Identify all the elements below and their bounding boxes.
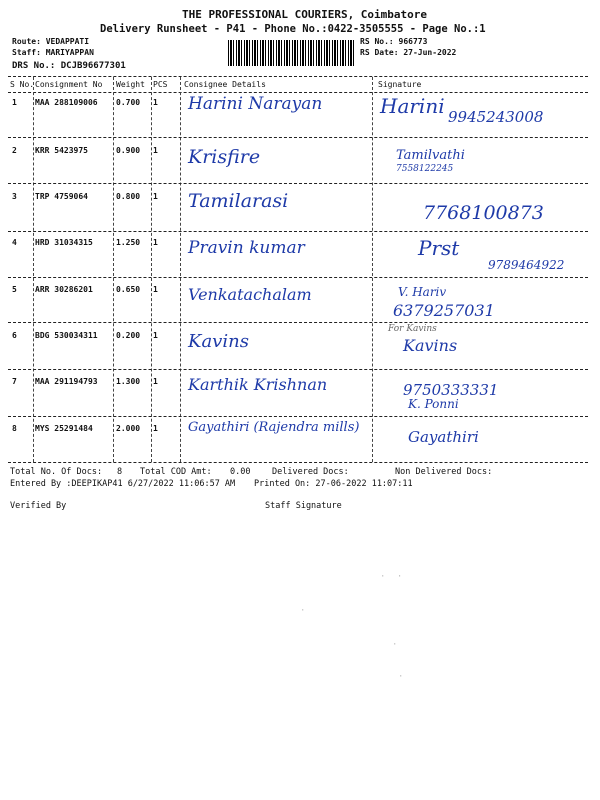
- row-consignee: Gayathiri (Rajendra mills): [188, 420, 360, 435]
- row-consignee: Tamilarasi: [188, 190, 289, 212]
- row-weight: 0.200: [116, 331, 141, 340]
- row-rule: [8, 231, 588, 232]
- runsheet-subtitle: Delivery Runsheet - P41 - Phone No.:0422-3505555 - Page No.:1: [100, 23, 486, 35]
- total-cod-label: Total COD Amt:: [140, 467, 212, 477]
- signature-main: Gayathiri: [408, 428, 479, 446]
- total-docs-value: 8: [117, 467, 123, 477]
- col-pcs: PCS: [153, 80, 168, 89]
- row-sno: 2: [12, 146, 17, 155]
- signature-phone: Kavins: [403, 336, 458, 355]
- row-consignment: TRP 4759064: [35, 192, 88, 201]
- row-pcs: 1: [153, 238, 158, 247]
- row-consignment: BDG 530034311: [35, 331, 98, 340]
- row-sno: 1: [12, 98, 17, 107]
- row-consignee: Karthik Krishnan: [188, 375, 328, 394]
- signature-main: 7768100873: [423, 202, 544, 224]
- row-consignee: Harini Narayan: [188, 94, 323, 114]
- row-weight: 1.300: [116, 377, 141, 386]
- barcode: [228, 40, 354, 66]
- row-pcs: 1: [153, 331, 158, 340]
- row-pcs: 1: [153, 98, 158, 107]
- scan-artifact: ·: [398, 672, 404, 682]
- signature-cell: [378, 285, 588, 325]
- route-label: Route: VEDAPPATI: [12, 37, 90, 46]
- col-divider: [372, 77, 373, 462]
- signature-main: For Kavins: [388, 324, 437, 334]
- signature-cell: [378, 190, 588, 230]
- row-pcs: 1: [153, 192, 158, 201]
- col-divider: [113, 77, 114, 462]
- row-consignment: KRR 5423975: [35, 146, 88, 155]
- header-top-rule: [8, 76, 588, 77]
- company-title: THE PROFESSIONAL COURIERS, Coimbatore: [182, 8, 428, 21]
- signature-phone: 6379257031: [393, 301, 495, 320]
- row-consignment: HRD 31034315: [35, 238, 93, 247]
- signature-main: Harini: [380, 94, 445, 118]
- staff-label: Staff: MARIYAPPAN: [12, 48, 94, 57]
- row-pcs: 1: [153, 377, 158, 386]
- scan-artifact: ·: [300, 606, 306, 616]
- row-consignee: Pravin kumar: [188, 238, 305, 258]
- signature-phone: 9945243008: [448, 108, 544, 126]
- printed-on: Printed On: 27-06-2022 11:07:11: [254, 479, 413, 489]
- verified-by: Verified By: [10, 501, 67, 511]
- row-consignee: Krisfire: [188, 146, 261, 168]
- signature-phone: 9789464922: [488, 258, 565, 272]
- signature-cell: [378, 375, 588, 415]
- row-sno: 3: [12, 192, 17, 201]
- col-consignment: Consignment No: [35, 80, 103, 89]
- col-consignee: Consignee Details: [184, 80, 266, 89]
- entered-by: Entered By :DEEPIKAP41 6/27/2022 11:06:57 AM: [10, 479, 236, 489]
- row-weight: 2.000: [116, 424, 141, 433]
- col-divider: [180, 77, 181, 462]
- row-rule: [8, 462, 588, 463]
- row-rule: [8, 183, 588, 184]
- row-consignment: ARR 30286201: [35, 285, 93, 294]
- row-consignment: MAA 291194793: [35, 377, 98, 386]
- row-weight: 0.700: [116, 98, 141, 107]
- scan-artifact: ·: [392, 640, 398, 650]
- signature-main: Tamilvathi: [396, 148, 465, 163]
- row-rule: [8, 322, 588, 323]
- signature-main: Prst: [418, 236, 460, 260]
- row-sno: 4: [12, 238, 17, 247]
- row-pcs: 1: [153, 146, 158, 155]
- row-rule: [8, 369, 588, 370]
- signature-cell: [378, 418, 588, 458]
- row-pcs: 1: [153, 285, 158, 294]
- row-weight: 0.650: [116, 285, 141, 294]
- signature-main: V. Hariv: [398, 285, 447, 299]
- row-weight: 0.800: [116, 192, 141, 201]
- signature-cell: [378, 324, 588, 364]
- signature-phone: 7558122245: [396, 164, 454, 174]
- drs-number: DRS No.: DCJB96677301: [12, 61, 126, 71]
- row-weight: 0.900: [116, 146, 141, 155]
- row-consignee: Venkatachalam: [188, 285, 312, 304]
- row-sno: 5: [12, 285, 17, 294]
- col-divider: [151, 77, 152, 462]
- signature-phone: K. Ponni: [408, 397, 459, 411]
- rs-number: RS No.: 966773: [360, 37, 428, 46]
- row-weight: 1.250: [116, 238, 141, 247]
- signature-cell: [378, 146, 588, 186]
- col-divider: [33, 77, 34, 462]
- scan-artifact: · ·: [380, 572, 406, 582]
- signature-cell: [378, 94, 588, 134]
- row-sno: 7: [12, 377, 17, 386]
- col-signature: Signature: [378, 80, 422, 89]
- header-bottom-rule: [8, 92, 588, 93]
- non-delivered-docs-label: Non Delivered Docs:: [395, 467, 493, 477]
- row-consignee: Kavins: [188, 331, 249, 352]
- col-sno: S No.: [10, 80, 35, 89]
- rs-date: RS Date: 27-Jun-2022: [360, 48, 457, 57]
- row-rule: [8, 277, 588, 278]
- delivered-docs-label: Delivered Docs:: [272, 467, 349, 477]
- row-sno: 6: [12, 331, 17, 340]
- row-sno: 8: [12, 424, 17, 433]
- total-docs-label: Total No. Of Docs:: [10, 467, 103, 477]
- col-weight: Weight: [116, 80, 145, 89]
- staff-signature: Staff Signature: [265, 501, 342, 511]
- total-cod-value: 0.00: [230, 467, 251, 477]
- row-rule: [8, 137, 588, 138]
- signature-main: 9750333331: [403, 381, 499, 399]
- row-consignment: MYS 25291484: [35, 424, 93, 433]
- row-consignment: MAA 288109006: [35, 98, 98, 107]
- signature-cell: [378, 236, 588, 276]
- row-pcs: 1: [153, 424, 158, 433]
- row-rule: [8, 416, 588, 417]
